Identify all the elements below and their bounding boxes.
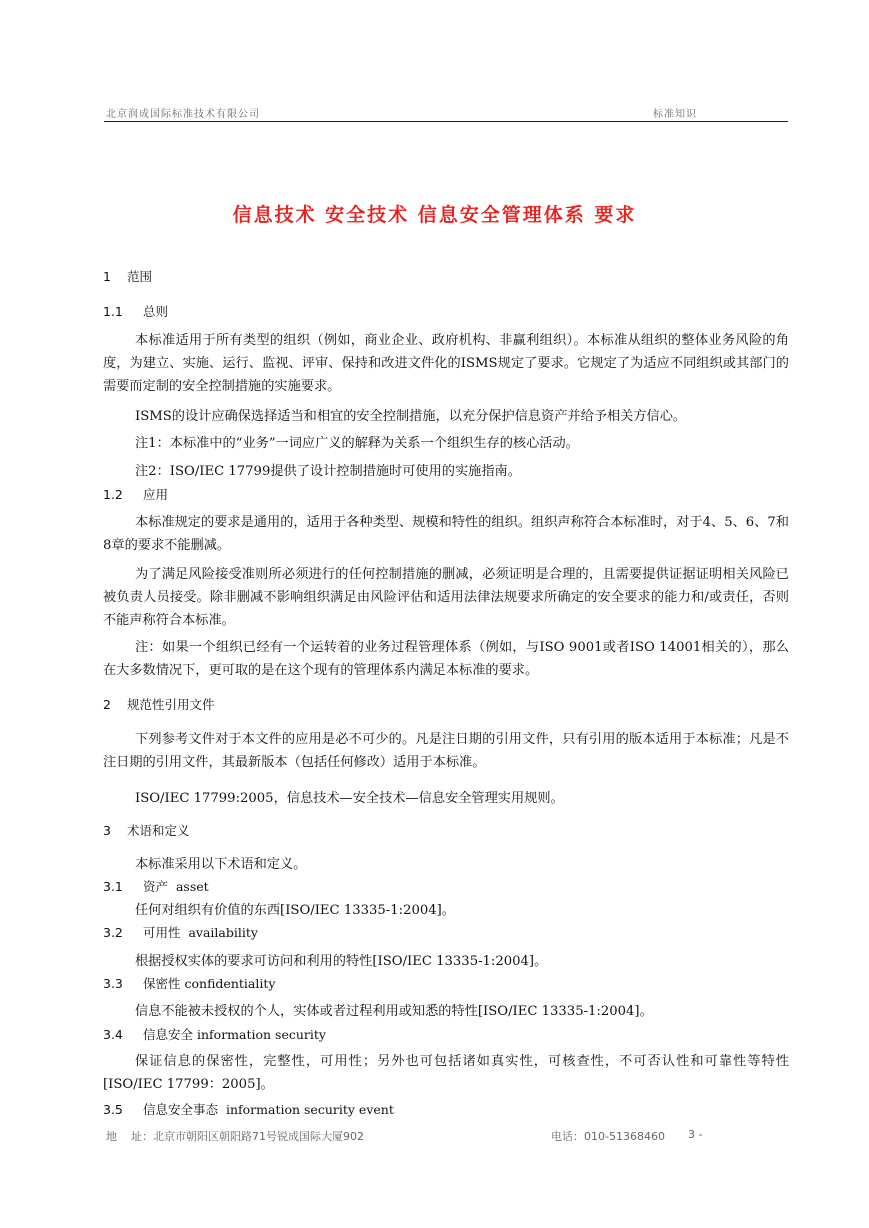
header-company: 北京润成国际标准技术有限公司: [106, 109, 260, 120]
section-number: 3: [103, 823, 111, 838]
paragraph: ISMS的设计应确保选择适当和相宜的安全控制措施，以充分保护信息资产并给予相关方信心。: [135, 409, 687, 424]
section-title: 总则: [143, 304, 169, 319]
section-1-2-heading: [103, 486, 168, 504]
section-number: 3.2: [103, 925, 123, 940]
document-title: 信息技术 安全技术 信息安全管理体系 要求: [232, 204, 637, 226]
term-3-2-heading: [103, 924, 258, 942]
note: 注：如果一个组织已经有一个运转着的业务过程管理体系（例如，与ISO 9001或者ISO 14001相关的），那么在大多数情况下，更可取的是在这个现有的管理体系内满足本标准的要求。: [103, 640, 789, 678]
note: 注1：本标准中的“业务”一词应广义的解释为关系一个组织生存的核心活动。: [135, 436, 579, 451]
term-english: asset: [175, 879, 209, 894]
header-divider: [104, 121, 788, 122]
paragraph: 本标准采用以下术语和定义。: [135, 857, 307, 872]
term-english: confidentiality: [184, 976, 276, 991]
section-number: 1.1: [103, 304, 123, 319]
note: 注2：ISO/IEC 17799提供了设计控制措施时可使用的实施指南。: [135, 464, 521, 479]
definition: 信息不能被未授权的个人，实体或者过程利用或知悉的特性[ISO/IEC 13335-1:2004]。: [135, 1004, 653, 1019]
section-title: 保密性: [143, 976, 181, 991]
page-number: 3 -: [688, 1128, 703, 1141]
section-number: 3.4: [103, 1027, 123, 1042]
section-title: 范围: [127, 269, 153, 284]
paragraph: 为了满足风险接受准则所必须进行的任何控制措施的删减，必须证明是合理的，且需要提供证据证明相关风险已被负责人员接受。除非删减不影响组织满足由风险评估和适用法律法规要求所确定的安全要求的能力和/或责任，否则不能声称符合本标准。: [103, 567, 789, 628]
section-title: 应用: [143, 487, 169, 502]
paragraph: 本标准规定的要求是通用的，适用于各种类型、规模和特性的组织。组织声称符合本标准时，对于4、5、6、7和8章的要求不能删减。: [103, 515, 789, 553]
section-title: 信息安全: [143, 1027, 194, 1042]
paragraph: 本标准适用于所有类型的组织（例如，商业企业、政府机构、非赢利组织）。本标准从组织的整体业务风险的角度，为建立、实施、运行、监视、评审、保持和改进文件化的ISMS规定了要求。它规定了为适应不同组织或其部门的需要而定制的安全控制措施的实施要求。: [103, 333, 789, 394]
term-3-4-heading: [103, 1026, 326, 1044]
term-english: information security event: [225, 1102, 394, 1117]
term-3-5-heading: [103, 1101, 394, 1119]
term-english: availability: [188, 925, 258, 940]
section-2-heading: [103, 696, 215, 714]
section-number: 1.2: [103, 487, 123, 502]
section-title: 资产: [143, 879, 169, 894]
header-category: 标准知识: [653, 109, 697, 120]
definition: 保证信息的保密性，完整性，可用性；另外也可包括诸如真实性，可核查性，不可否认性和可靠性等特性[ISO/IEC 17799：2005]。: [103, 1054, 789, 1092]
section-title: 规范性引用文件: [127, 697, 215, 712]
footer-address: 地 址：北京市朝阳区朝阳路71号锐成国际大厦902: [106, 1130, 364, 1143]
definition: 任何对组织有价值的东西[ISO/IEC 13335-1:2004]。: [135, 903, 455, 918]
section-title: 信息安全事态: [143, 1102, 219, 1117]
paragraph: 下列参考文件对于本文件的应用是必不可少的。凡是注日期的引用文件，只有引用的版本适用于本标准；凡是不注日期的引用文件，其最新版本（包括任何修改）适用于本标准。: [103, 732, 789, 770]
definition: 根据授权实体的要求可访问和利用的特性[ISO/IEC 13335-1:2004]。: [135, 954, 548, 969]
section-1-1-heading: [103, 303, 168, 321]
section-number: 1: [103, 269, 111, 284]
section-3-heading: [103, 822, 190, 840]
section-number: 3.3: [103, 976, 123, 991]
section-number: 3.5: [103, 1102, 123, 1117]
section-1-heading: [103, 268, 152, 286]
section-title: 可用性: [143, 925, 181, 940]
term-english: information security: [197, 1027, 326, 1042]
footer-phone: 电话：010-51368460: [551, 1130, 665, 1143]
section-number: 2: [103, 697, 111, 712]
section-title: 术语和定义: [127, 823, 190, 838]
term-3-1-heading: [103, 878, 209, 896]
section-number: 3.1: [103, 879, 123, 894]
term-3-3-heading: [103, 975, 275, 993]
paragraph: ISO/IEC 17799:2005，信息技术—安全技术—信息安全管理实用规则。: [135, 791, 564, 806]
